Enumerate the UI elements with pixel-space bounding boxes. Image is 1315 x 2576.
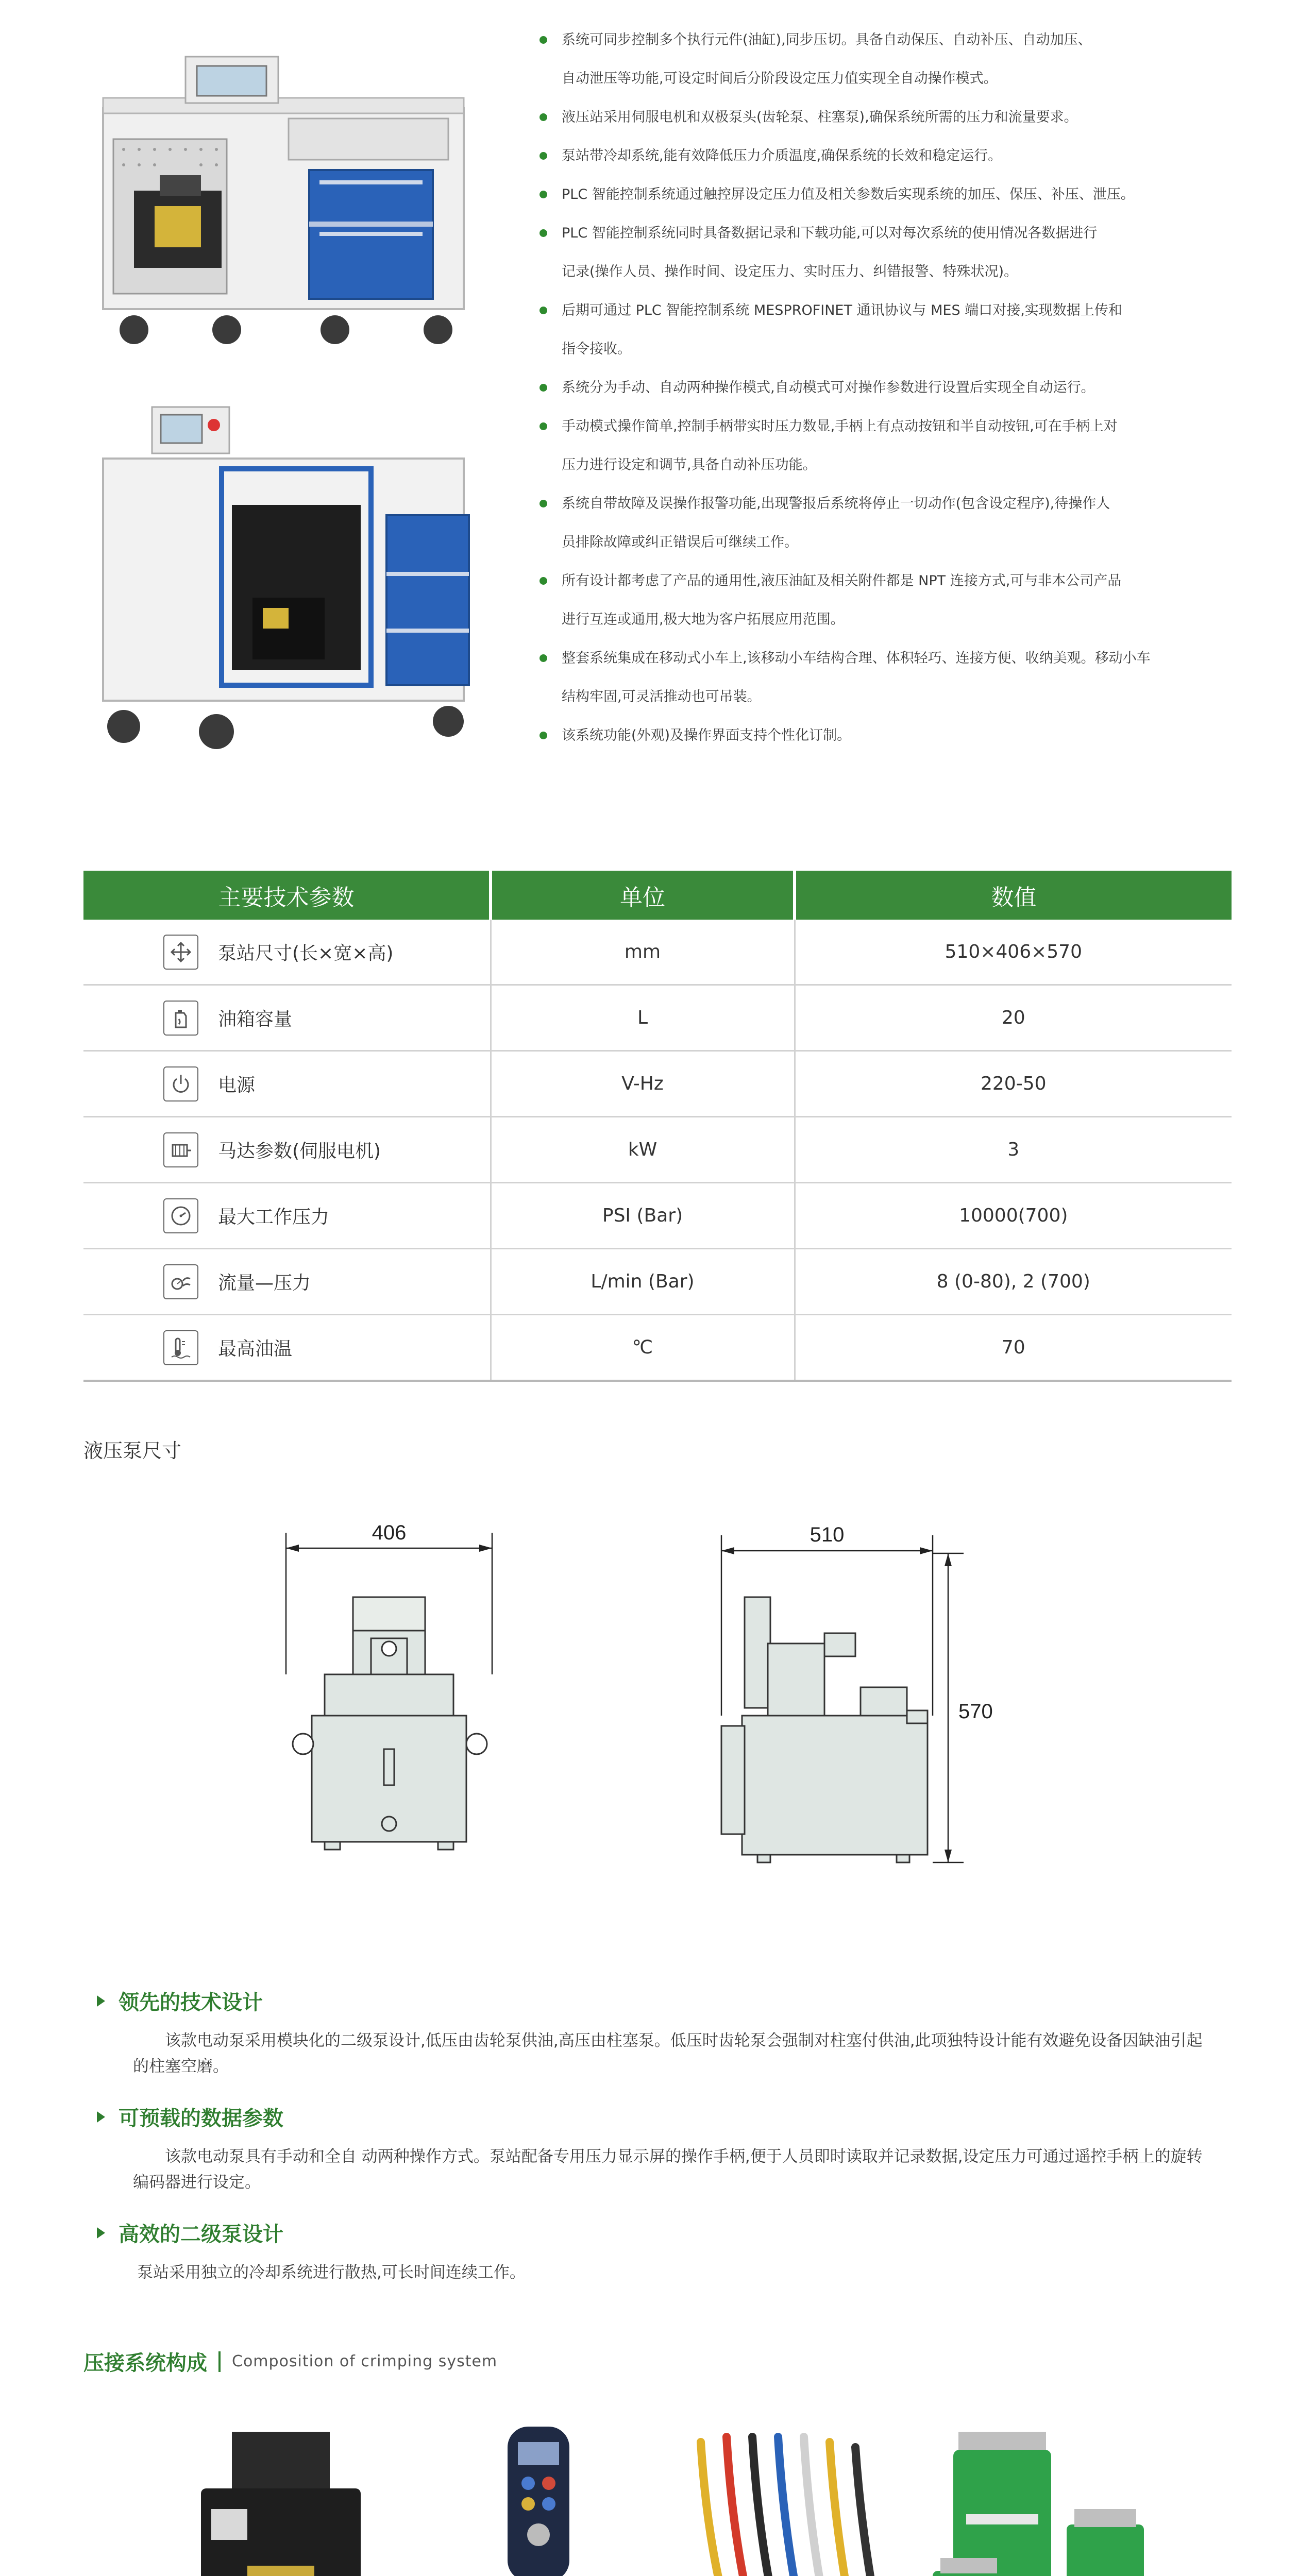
feature-item-continued: 自动泄压等功能,可设定时间后分阶段设定压力值实现全自动操作模式。 [562, 71, 998, 87]
table-row [83, 1315, 1232, 1381]
control-pendant-image [417, 2421, 654, 2576]
hydraulic-hoses-image [670, 2421, 907, 2576]
hydraulic-pump-image [165, 2421, 402, 2576]
pump-cart-image-front [98, 52, 474, 350]
param-value: 220-50 [795, 1051, 1232, 1117]
pump-dimension-drawing [278, 1510, 1082, 1906]
feature-item-continued: 压力进行设定和调节,具备自动补压功能。 [562, 457, 817, 473]
feature-item: 该系统功能(外观)及操作界面支持个性化订制。 [538, 716, 1260, 755]
spec-table-header [83, 871, 1232, 920]
param-value: 8 (0-80), 2 (700) [795, 1249, 1232, 1315]
feature-item: PLC 智能控制系统同时具备数据记录和下载功能,可以对每次系统的使用情况各数据进行 [538, 214, 1260, 252]
width-dimension-label: 406 [372, 1521, 407, 1544]
feature-item: 手动模式操作简单,控制手柄带实时压力数显,手柄上有点动按钮和半自动按钮,可在手柄上对 [538, 407, 1260, 446]
spec-table [83, 871, 1232, 1382]
feature-item-continued: 记录(操作人员、操作时间、设定压力、实时压力、纠错报警、特殊状况)。 [562, 264, 1018, 280]
feature-item-continued: 进行互连或通用,极大地为客户拓展应用范围。 [562, 612, 845, 628]
feature-item: 所有设计都考虑了产品的通用性,液压油缸及相关附件都是 NPT 连接方式,可与非本公司产品 [538, 562, 1260, 600]
composition-item-cylinders [922, 2421, 1159, 2576]
feature-item: 系统自带故障及误操作报警功能,出现警报后系统将停止一切动作(包含设定程序),待操作人 [538, 484, 1260, 523]
header-unit: 单位 [491, 871, 795, 920]
motor-icon [163, 1132, 198, 1167]
param-name: 流量—压力 [218, 1273, 311, 1294]
feature-item: PLC 智能控制系统通过触控屏设定压力值及相关参数后实现系统的加压、保压、补压、泄压。 [538, 175, 1260, 214]
feature-item-continued: 员排除故障或纠正错误后可继续工作。 [562, 534, 798, 550]
composition-item-pump-station [165, 2421, 402, 2576]
param-unit: mm [491, 920, 795, 985]
table-row [83, 1249, 1232, 1315]
composition-subtitle: Composition of crimping system [232, 2352, 498, 2370]
section-body: 泵站采用独立的冷却系统进行散热,可长时间连续工作。 [137, 2263, 526, 2282]
param-name: 马达参数(伺服电机) [218, 1141, 381, 1162]
feature-item: 液压站采用伺服电机和双极泵头(齿轮泵、柱塞泵),确保系统所需的压力和流量要求。 [538, 98, 1260, 137]
section-preload-data [97, 2102, 1210, 2195]
param-unit: PSI (Bar) [491, 1183, 795, 1249]
triangle-bullet-icon [97, 1995, 105, 2007]
dimension-arrows-icon [163, 935, 198, 970]
param-name: 电源 [218, 1075, 256, 1096]
param-value: 20 [795, 985, 1232, 1051]
composition-title: 压接系统构成 [83, 2351, 207, 2375]
param-value: 70 [795, 1315, 1232, 1381]
section-body: 该款电动泵具有手动和全自 动两种操作方式。泵站配备专用压力显示屏的操作手柄,便于人员即时读取并记录数据,设定压力可通过遥控手柄上的旋转编码器进行设定。 [133, 2147, 1203, 2192]
section-title: 领先的技术设计 [119, 1991, 263, 2014]
composition-item-control-pendant [417, 2421, 654, 2576]
param-unit: L [491, 985, 795, 1051]
param-value: 3 [795, 1117, 1232, 1183]
pump-cart-image-side [98, 402, 479, 752]
feature-item: 后期可通过 PLC 智能控制系统 MESPROFINET 通讯协议与 MES 端口对接,实现数据上传和 [538, 291, 1260, 330]
section-advanced-design [97, 1986, 1210, 2079]
dimension-title: 液压泵尺寸 [83, 1439, 182, 1462]
param-unit: L/min (Bar) [491, 1249, 795, 1315]
feature-item: 系统分为手动、自动两种操作模式,自动模式可对操作参数进行设置后实现全自动运行。 [538, 368, 1260, 407]
height-dimension-label: 570 [958, 1700, 993, 1723]
param-unit: V-Hz [491, 1051, 795, 1117]
hydraulic-cylinders-image [922, 2421, 1159, 2576]
feature-item-continued: 结构牢固,可灵活推动也可吊装。 [562, 689, 761, 705]
table-row [83, 1183, 1232, 1249]
section-body: 该款电动泵采用模块化的二级泵设计,低压由齿轮泵供油,高压由柱塞泵。低压时齿轮泵会强制对柱塞付供油,此项独特设计能有效避免设备因缺油引起的柱塞空磨。 [133, 2031, 1203, 2076]
param-unit: ℃ [491, 1315, 795, 1381]
feature-item: 整套系统集成在移动式小车上,该移动小车结构合理、体积轻巧、连接方便、收纳美观。移动小车 [538, 639, 1260, 677]
param-value: 10000(700) [795, 1183, 1232, 1249]
table-row [83, 920, 1232, 985]
section-two-stage-pump [97, 2218, 1210, 2285]
table-row [83, 1117, 1232, 1183]
title-divider [218, 2351, 221, 2372]
feature-item: 泵站带冷却系统,能有效降低压力介质温度,确保系统的长效和稳定运行。 [538, 137, 1260, 175]
header-value: 数值 [795, 871, 1232, 920]
table-row [83, 985, 1232, 1051]
section-title: 可预载的数据参数 [119, 2107, 283, 2130]
param-value: 510×406×570 [795, 920, 1232, 985]
header-param: 主要技术参数 [83, 871, 491, 920]
param-unit: kW [491, 1117, 795, 1183]
param-name: 最大工作压力 [218, 1207, 330, 1228]
power-icon [163, 1066, 198, 1101]
triangle-bullet-icon [97, 2111, 105, 2123]
param-name: 泵站尺寸(长×宽×高) [218, 943, 394, 964]
composition-item-hoses [670, 2421, 907, 2576]
param-name: 最高油温 [218, 1338, 293, 1360]
oil-can-icon [163, 1001, 198, 1036]
triangle-bullet-icon [97, 2227, 105, 2239]
feature-item-continued: 指令接收。 [562, 341, 631, 357]
feature-list [538, 21, 1260, 755]
flow-icon [163, 1264, 198, 1299]
feature-item: 系统可同步控制多个执行元件(油缸),同步压切。具备自动保压、自动补压、自动加压、 [538, 21, 1260, 59]
section-title: 高效的二级泵设计 [119, 2223, 283, 2246]
gauge-icon [163, 1198, 198, 1233]
composition-header [83, 2347, 497, 2376]
table-row [83, 1051, 1232, 1117]
thermometer-icon [163, 1330, 198, 1365]
param-name: 油箱容量 [218, 1009, 293, 1030]
length-dimension-label: 510 [810, 1523, 845, 1546]
